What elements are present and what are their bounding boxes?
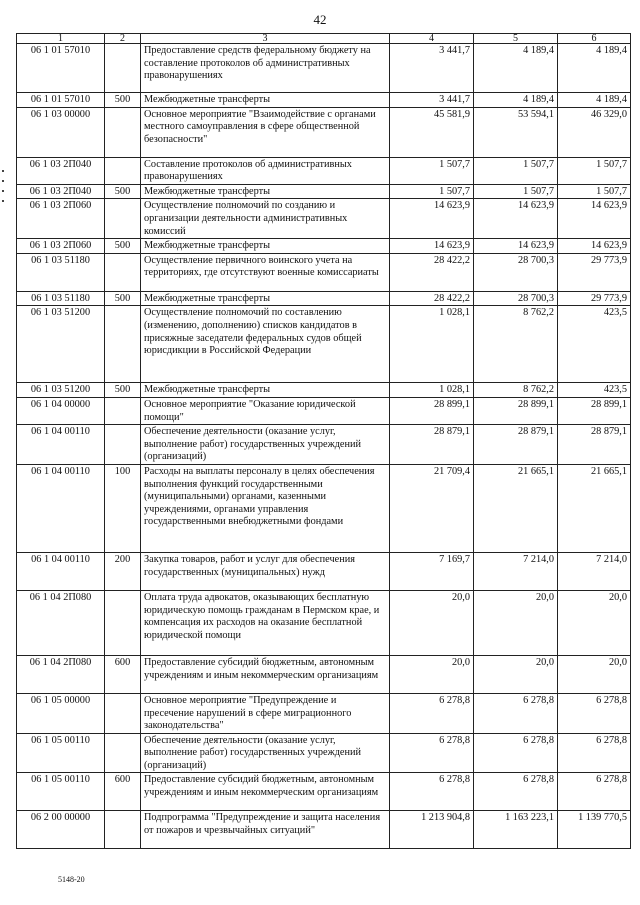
- row-value-col6: 20,0: [558, 590, 631, 655]
- row-value-col5: 28 879,1: [474, 425, 558, 465]
- row-name: Основное мероприятие "Предупреждение и пресечение нарушений в сфере миграционного законодательства": [141, 693, 390, 733]
- row-code: 06 1 05 00000: [17, 693, 105, 733]
- row-value-col6: 29 773,9: [558, 291, 631, 306]
- row-name: Осуществление полномочий по созданию и организации деятельности административных комиссий: [141, 199, 390, 239]
- row-value-col5: 4 189,4: [474, 44, 558, 93]
- table-row: [17, 733, 631, 773]
- row-expense-type: [105, 44, 141, 93]
- table-row: [17, 397, 631, 424]
- row-name: Расходы на выплаты персоналу в целях обеспечения выполнения функций государственными (муниципальными) органами, казенными учреждениями, органами управления государственными внебюджетными фондами: [141, 464, 390, 552]
- column-header: 2: [105, 34, 141, 44]
- row-value-col6: 423,5: [558, 306, 631, 383]
- row-expense-type: 600: [105, 655, 141, 693]
- row-name: Составление протоколов об административных правонарушениях: [141, 157, 390, 184]
- row-value-col5: 1 163 223,1: [474, 811, 558, 849]
- row-expense-type: [105, 733, 141, 773]
- column-header: 4: [390, 34, 474, 44]
- row-code: 06 1 04 00110: [17, 425, 105, 465]
- row-expense-type: [105, 425, 141, 465]
- row-expense-type: [105, 306, 141, 383]
- row-value-col6: 28 899,1: [558, 397, 631, 424]
- row-name: Предоставление субсидий бюджетным, автономным учреждениям и иным некоммерческим организациям: [141, 773, 390, 811]
- table-row: [17, 93, 631, 108]
- row-name: Основное мероприятие "Оказание юридической помощи": [141, 397, 390, 424]
- table-row: [17, 291, 631, 306]
- row-name: Межбюджетные трансферты: [141, 239, 390, 254]
- row-name: Закупка товаров, работ и услуг для обеспечения государственных (муниципальных) нужд: [141, 552, 390, 590]
- row-value-col6: 6 278,8: [558, 693, 631, 733]
- column-header: 3: [141, 34, 390, 44]
- row-value-col6: 1 507,7: [558, 157, 631, 184]
- row-value-col6: 46 329,0: [558, 107, 631, 157]
- row-value-col6: 14 623,9: [558, 199, 631, 239]
- table-row: [17, 464, 631, 552]
- page-number: 42: [313, 12, 327, 27]
- row-code: 06 1 01 57010: [17, 93, 105, 108]
- margin-marks: [2, 170, 4, 230]
- table-row: [17, 811, 631, 849]
- row-value-col5: 14 623,9: [474, 239, 558, 254]
- row-expense-type: 500: [105, 184, 141, 199]
- table-row: [17, 655, 631, 693]
- row-expense-type: 500: [105, 93, 141, 108]
- row-value-col4: 14 623,9: [390, 239, 474, 254]
- row-value-col5: 21 665,1: [474, 464, 558, 552]
- row-value-col6: 423,5: [558, 383, 631, 398]
- row-name: Основное мероприятие "Взаимодействие с органами местного самоуправления в сфере общественной безопасности": [141, 107, 390, 157]
- row-code: 06 1 03 51180: [17, 253, 105, 291]
- row-value-col4: 28 879,1: [390, 425, 474, 465]
- column-header: 1: [17, 34, 105, 44]
- row-code: 06 1 03 51200: [17, 306, 105, 383]
- row-expense-type: [105, 693, 141, 733]
- row-value-col4: 6 278,8: [390, 773, 474, 811]
- row-expense-type: [105, 157, 141, 184]
- row-value-col4: 3 441,7: [390, 44, 474, 93]
- row-code: 06 1 04 00000: [17, 397, 105, 424]
- footer-code: 5148-20: [58, 875, 85, 884]
- row-name: Предоставление субсидий бюджетным, автономным учреждениям и иным некоммерческим организациям: [141, 655, 390, 693]
- row-name: Оплата труда адвокатов, оказывающих бесплатную юридическую помощь гражданам в Пермском крае, и компенсация их расходов на оказание бесплатной юридической помощи: [141, 590, 390, 655]
- row-value-col5: 28 700,3: [474, 291, 558, 306]
- table-row: [17, 383, 631, 398]
- row-value-col5: 1 507,7: [474, 157, 558, 184]
- row-value-col4: 28 899,1: [390, 397, 474, 424]
- row-name: Предоставление средств федеральному бюджету на составление протоколов об административных правонарушениях: [141, 44, 390, 93]
- row-value-col4: 7 169,7: [390, 552, 474, 590]
- row-code: 06 1 04 2П080: [17, 590, 105, 655]
- table-row: [17, 44, 631, 93]
- row-value-col5: 6 278,8: [474, 773, 558, 811]
- row-name: Осуществление первичного воинского учета на территориях, где отсутствуют военные комиссариаты: [141, 253, 390, 291]
- row-expense-type: 500: [105, 383, 141, 398]
- table-row: [17, 199, 631, 239]
- row-value-col4: 1 028,1: [390, 383, 474, 398]
- row-code: 06 1 03 2П060: [17, 199, 105, 239]
- row-expense-type: [105, 811, 141, 849]
- row-value-col6: 7 214,0: [558, 552, 631, 590]
- table-row: [17, 552, 631, 590]
- row-code: 06 1 03 51180: [17, 291, 105, 306]
- table-row: [17, 253, 631, 291]
- row-value-col5: 8 762,2: [474, 306, 558, 383]
- table-row: [17, 590, 631, 655]
- row-expense-type: 600: [105, 773, 141, 811]
- row-value-col6: 4 189,4: [558, 44, 631, 93]
- row-expense-type: 500: [105, 291, 141, 306]
- row-code: 06 1 03 2П040: [17, 157, 105, 184]
- row-value-col6: 6 278,8: [558, 773, 631, 811]
- row-value-col4: 20,0: [390, 590, 474, 655]
- table-row: [17, 693, 631, 733]
- row-value-col4: 1 213 904,8: [390, 811, 474, 849]
- table-row: [17, 306, 631, 383]
- row-expense-type: [105, 397, 141, 424]
- row-value-col6: 1 139 770,5: [558, 811, 631, 849]
- row-expense-type: [105, 199, 141, 239]
- row-value-col6: 14 623,9: [558, 239, 631, 254]
- row-name: Межбюджетные трансферты: [141, 383, 390, 398]
- row-value-col6: 6 278,8: [558, 733, 631, 773]
- table-row: [17, 184, 631, 199]
- row-value-col4: 14 623,9: [390, 199, 474, 239]
- row-value-col5: 53 594,1: [474, 107, 558, 157]
- row-value-col6: 29 773,9: [558, 253, 631, 291]
- row-value-col6: 28 879,1: [558, 425, 631, 465]
- row-name: Межбюджетные трансферты: [141, 291, 390, 306]
- row-value-col4: 45 581,9: [390, 107, 474, 157]
- row-value-col6: 1 507,7: [558, 184, 631, 199]
- row-value-col5: 7 214,0: [474, 552, 558, 590]
- row-value-col4: 21 709,4: [390, 464, 474, 552]
- row-value-col6: 21 665,1: [558, 464, 631, 552]
- table-row: [17, 107, 631, 157]
- row-value-col6: 20,0: [558, 655, 631, 693]
- table-row: [17, 157, 631, 184]
- row-value-col6: 4 189,4: [558, 93, 631, 108]
- row-name: Обеспечение деятельности (оказание услуг, выполнение работ) государственных учреждений (организаций): [141, 733, 390, 773]
- row-value-col4: 1 507,7: [390, 157, 474, 184]
- row-expense-type: [105, 107, 141, 157]
- row-value-col5: 4 189,4: [474, 93, 558, 108]
- row-code: 06 1 05 00110: [17, 773, 105, 811]
- row-value-col4: 1 028,1: [390, 306, 474, 383]
- row-name: Межбюджетные трансферты: [141, 184, 390, 199]
- row-expense-type: 100: [105, 464, 141, 552]
- row-code: 06 1 03 2П060: [17, 239, 105, 254]
- row-code: 06 1 01 57010: [17, 44, 105, 93]
- row-name: Подпрограмма "Предупреждение и защита населения от пожаров и чрезвычайных ситуаций": [141, 811, 390, 849]
- row-expense-type: 200: [105, 552, 141, 590]
- row-value-col4: 28 422,2: [390, 253, 474, 291]
- row-expense-type: 500: [105, 239, 141, 254]
- row-value-col5: 6 278,8: [474, 733, 558, 773]
- row-value-col5: 8 762,2: [474, 383, 558, 398]
- row-name: Осуществление полномочий по составлению (изменению, дополнению) списков кандидатов в присяжные заседатели федеральных судов общей юрисдикции в Российской Федерации: [141, 306, 390, 383]
- row-value-col4: 1 507,7: [390, 184, 474, 199]
- row-value-col5: 1 507,7: [474, 184, 558, 199]
- row-code: 06 1 04 2П080: [17, 655, 105, 693]
- budget-table: [16, 33, 631, 849]
- row-code: 06 1 03 2П040: [17, 184, 105, 199]
- header-row: [17, 34, 631, 44]
- row-value-col4: 6 278,8: [390, 733, 474, 773]
- row-expense-type: [105, 253, 141, 291]
- row-value-col4: 20,0: [390, 655, 474, 693]
- row-value-col4: 3 441,7: [390, 93, 474, 108]
- row-value-col4: 6 278,8: [390, 693, 474, 733]
- row-value-col5: 6 278,8: [474, 693, 558, 733]
- row-value-col5: 20,0: [474, 590, 558, 655]
- table-row: [17, 773, 631, 811]
- table-row: [17, 239, 631, 254]
- column-header: 5: [474, 34, 558, 44]
- row-code: 06 1 05 00110: [17, 733, 105, 773]
- row-value-col5: 14 623,9: [474, 199, 558, 239]
- table-body: [17, 44, 631, 849]
- row-expense-type: [105, 590, 141, 655]
- table-row: [17, 425, 631, 465]
- row-value-col5: 20,0: [474, 655, 558, 693]
- column-header: 6: [558, 34, 631, 44]
- row-code: 06 2 00 00000: [17, 811, 105, 849]
- row-value-col4: 28 422,2: [390, 291, 474, 306]
- row-code: 06 1 04 00110: [17, 464, 105, 552]
- row-code: 06 1 04 00110: [17, 552, 105, 590]
- row-value-col5: 28 899,1: [474, 397, 558, 424]
- row-code: 06 1 03 51200: [17, 383, 105, 398]
- row-name: Межбюджетные трансферты: [141, 93, 390, 108]
- row-value-col5: 28 700,3: [474, 253, 558, 291]
- row-code: 06 1 03 00000: [17, 107, 105, 157]
- row-name: Обеспечение деятельности (оказание услуг, выполнение работ) государственных учреждений (организаций): [141, 425, 390, 465]
